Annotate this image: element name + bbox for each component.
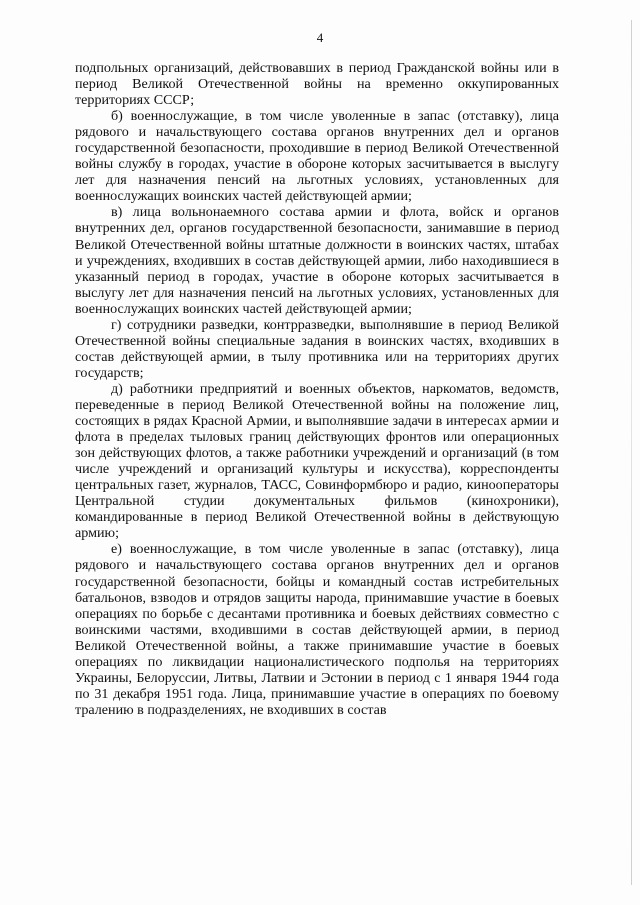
page-edge-line [631, 20, 632, 885]
paragraph-item-g: г) сотрудники разведки, контрразведки, выполнявшие в период Великой Отечественной войны специальные задания в воинских частях, входивших в состав действующей армии, в тылу противника или на территориях других государств; [75, 316, 559, 381]
paragraph-item-d: д) работники предприятий и военных объектов, наркоматов, ведомств, переведенные в период Великой Отечественной войны на положение лиц, состоящих в рядах Красной Армии, и выполнявшие задачи в интересах армии и флота в пределах тыловых границ действующих фронтов или операционных зон действующих флотов, а также работники учреждений и организаций (в том числе учреждений и организаций культуры и искусства), корреспонденты центральных газет, журналов, ТАСС, Совинформбюро и радио, кинооператоры Центральной студии документальных фильмов (кинохроники), командированные в период Великой Отечественной войны в действующую армию; [75, 380, 559, 542]
paragraph-item-v: в) лица вольнонаемного состава армии и флота, войск и органов внутренних дел, органов государственной безопасности, занимавшие в период Великой Отечественной войны штатные должности в воинских частях, штабах и учреждениях, входивших в состав действующей армии, либо находившиеся в указанный период в городах, участие в обороне которых засчитывается в выслугу лет для назначения пенсий на льготных условиях, установленных для военнослужащих воинских частей действующей армии; [75, 204, 559, 317]
paragraph-item-b: б) военнослужащие, в том числе уволенные в запас (отставку), лица рядового и начальствующего состава органов внутренних дел и органов государственной безопасности, проходившие в период Великой Отечественной войны службу в городах, участие в обороне которых засчитывается в выслугу лет для назначения пенсий на льготных условиях, установленных для военнослужащих воинских частей действующей армии; [75, 108, 559, 205]
document-body [75, 60, 559, 718]
paragraph-continuation: подпольных организаций, действовавших в период Гражданской войны или в период Великой Отечественной войны на временно оккупированных территориях СССР; [75, 60, 559, 109]
page-number: 4 [316, 30, 324, 45]
paragraph-item-e: е) военнослужащие, в том числе уволенные в запас (отставку), лица рядового и начальствующего состава органов внутренних дел и органов государственной безопасности, бойцы и командный состав истребительных батальонов, взводов и отрядов защиты народа, принимавшие участие в боевых операциях по борьбе с десантами противника и боевых действиях совместно с воинскими частями, входившими в состав действующей армии, в период Великой Отечественной войны, а также принимавшие участие в боевых операциях по ликвидации националистического подполья на территориях Украины, Белоруссии, Литвы, Латвии и Эстонии в период с 1 января 1944 года по 31 декабря 1951 года. Лица, принимавшие участие в операциях по боевому тралению в подразделениях, не входивших в состав [75, 541, 559, 718]
